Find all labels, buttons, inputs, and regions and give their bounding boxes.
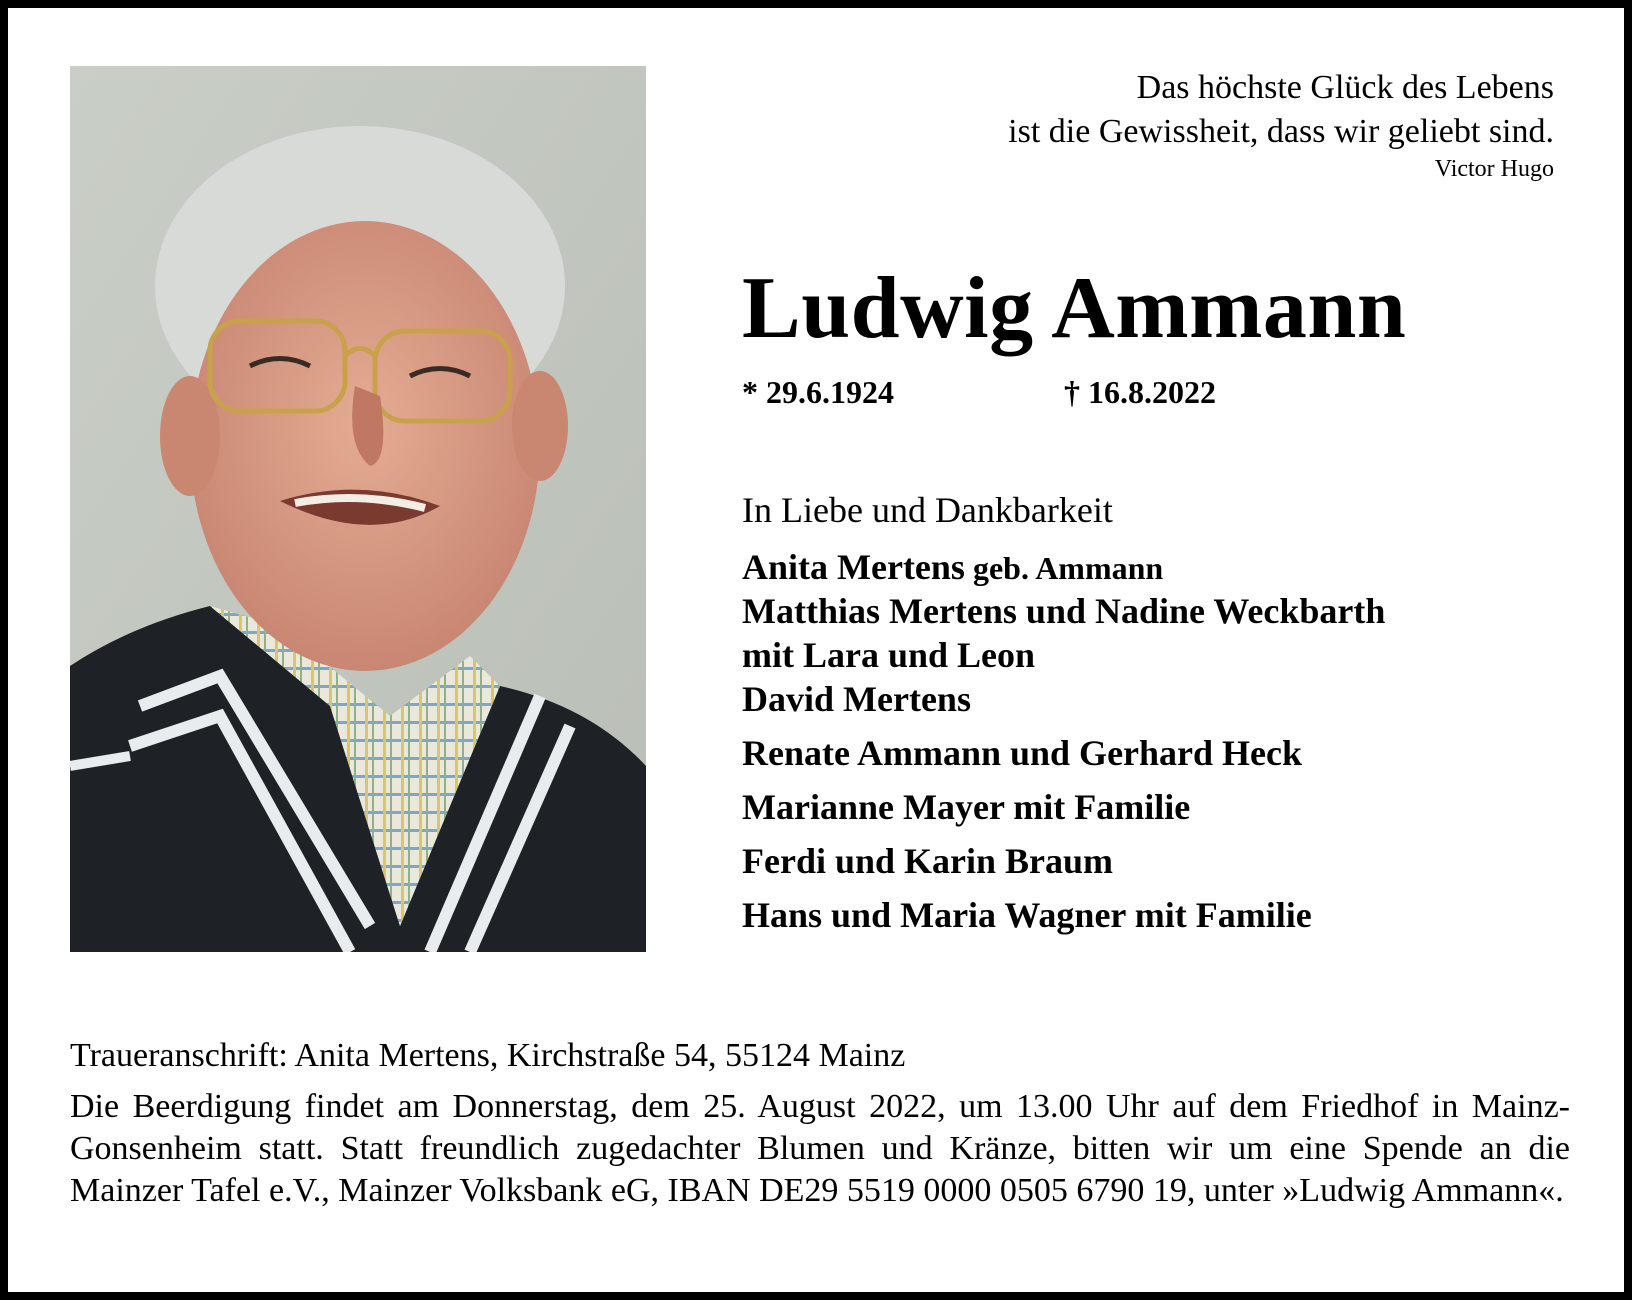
mourner-line [742, 632, 1035, 678]
mourner-name: mit Lara und Leon [742, 635, 1036, 675]
mourner-name: David Mertens [742, 679, 971, 719]
mourners-intro: In Liebe und Dankbarkeit [742, 490, 1113, 530]
portrait-illustration [70, 66, 646, 952]
quote-line: Das höchste Glück des Lebens [1136, 69, 1554, 106]
mourner-name: Marianne Mayer mit Familie [742, 787, 1191, 827]
quote-author: Victor Hugo [1434, 156, 1554, 182]
death-date: † 16.8.2022 [1064, 374, 1216, 410]
life-dates [742, 374, 1216, 411]
quote-line: ist die Gewissheit, dass wir geliebt sind. [1008, 113, 1554, 150]
mourner-line [742, 676, 971, 722]
mourner-line [742, 588, 1385, 634]
birth-date: * 29.6.1924 [742, 374, 894, 410]
mourner-name: Renate Ammann und Gerhard Heck [742, 733, 1303, 773]
mourner-line [742, 838, 1113, 884]
mourner-name: Ferdi und Karin Braum [742, 841, 1114, 881]
quote-block [1008, 66, 1554, 184]
mourning-address: Traueranschrift: Anita Mertens, Kirchstraße 54, 55124 Mainz [70, 1037, 906, 1074]
funeral-notice: Die Beerdigung findet am Donnerstag, dem 25. August 2022, um 13.00 Uhr auf dem Friedhof in Mainz-Gonsenheim statt. Statt freundlich zugedachter Blumen und Kränze, bitten wir um eine Spende an die Mainzer Tafel e.V., Mainzer Volksbank eG, IBAN DE29 5519 0000 0505 6790 19, unter »Ludwig Ammann«. [70, 1088, 1570, 1209]
mourner-line [742, 544, 1163, 591]
mourner-name: Matthias Mertens und Nadine Weckbarth [742, 591, 1386, 631]
mourner-name: Hans und Maria Wagner mit Familie [742, 895, 1312, 935]
deceased-name: Ludwig Ammann [742, 260, 1407, 357]
mourner-suffix: geb. Ammann [964, 550, 1164, 586]
mourner-line [742, 892, 1312, 938]
mourner-line [742, 730, 1302, 776]
mourner-line [742, 784, 1190, 830]
mourner-name: Anita Mertens [742, 547, 965, 587]
portrait-photo [70, 66, 646, 952]
